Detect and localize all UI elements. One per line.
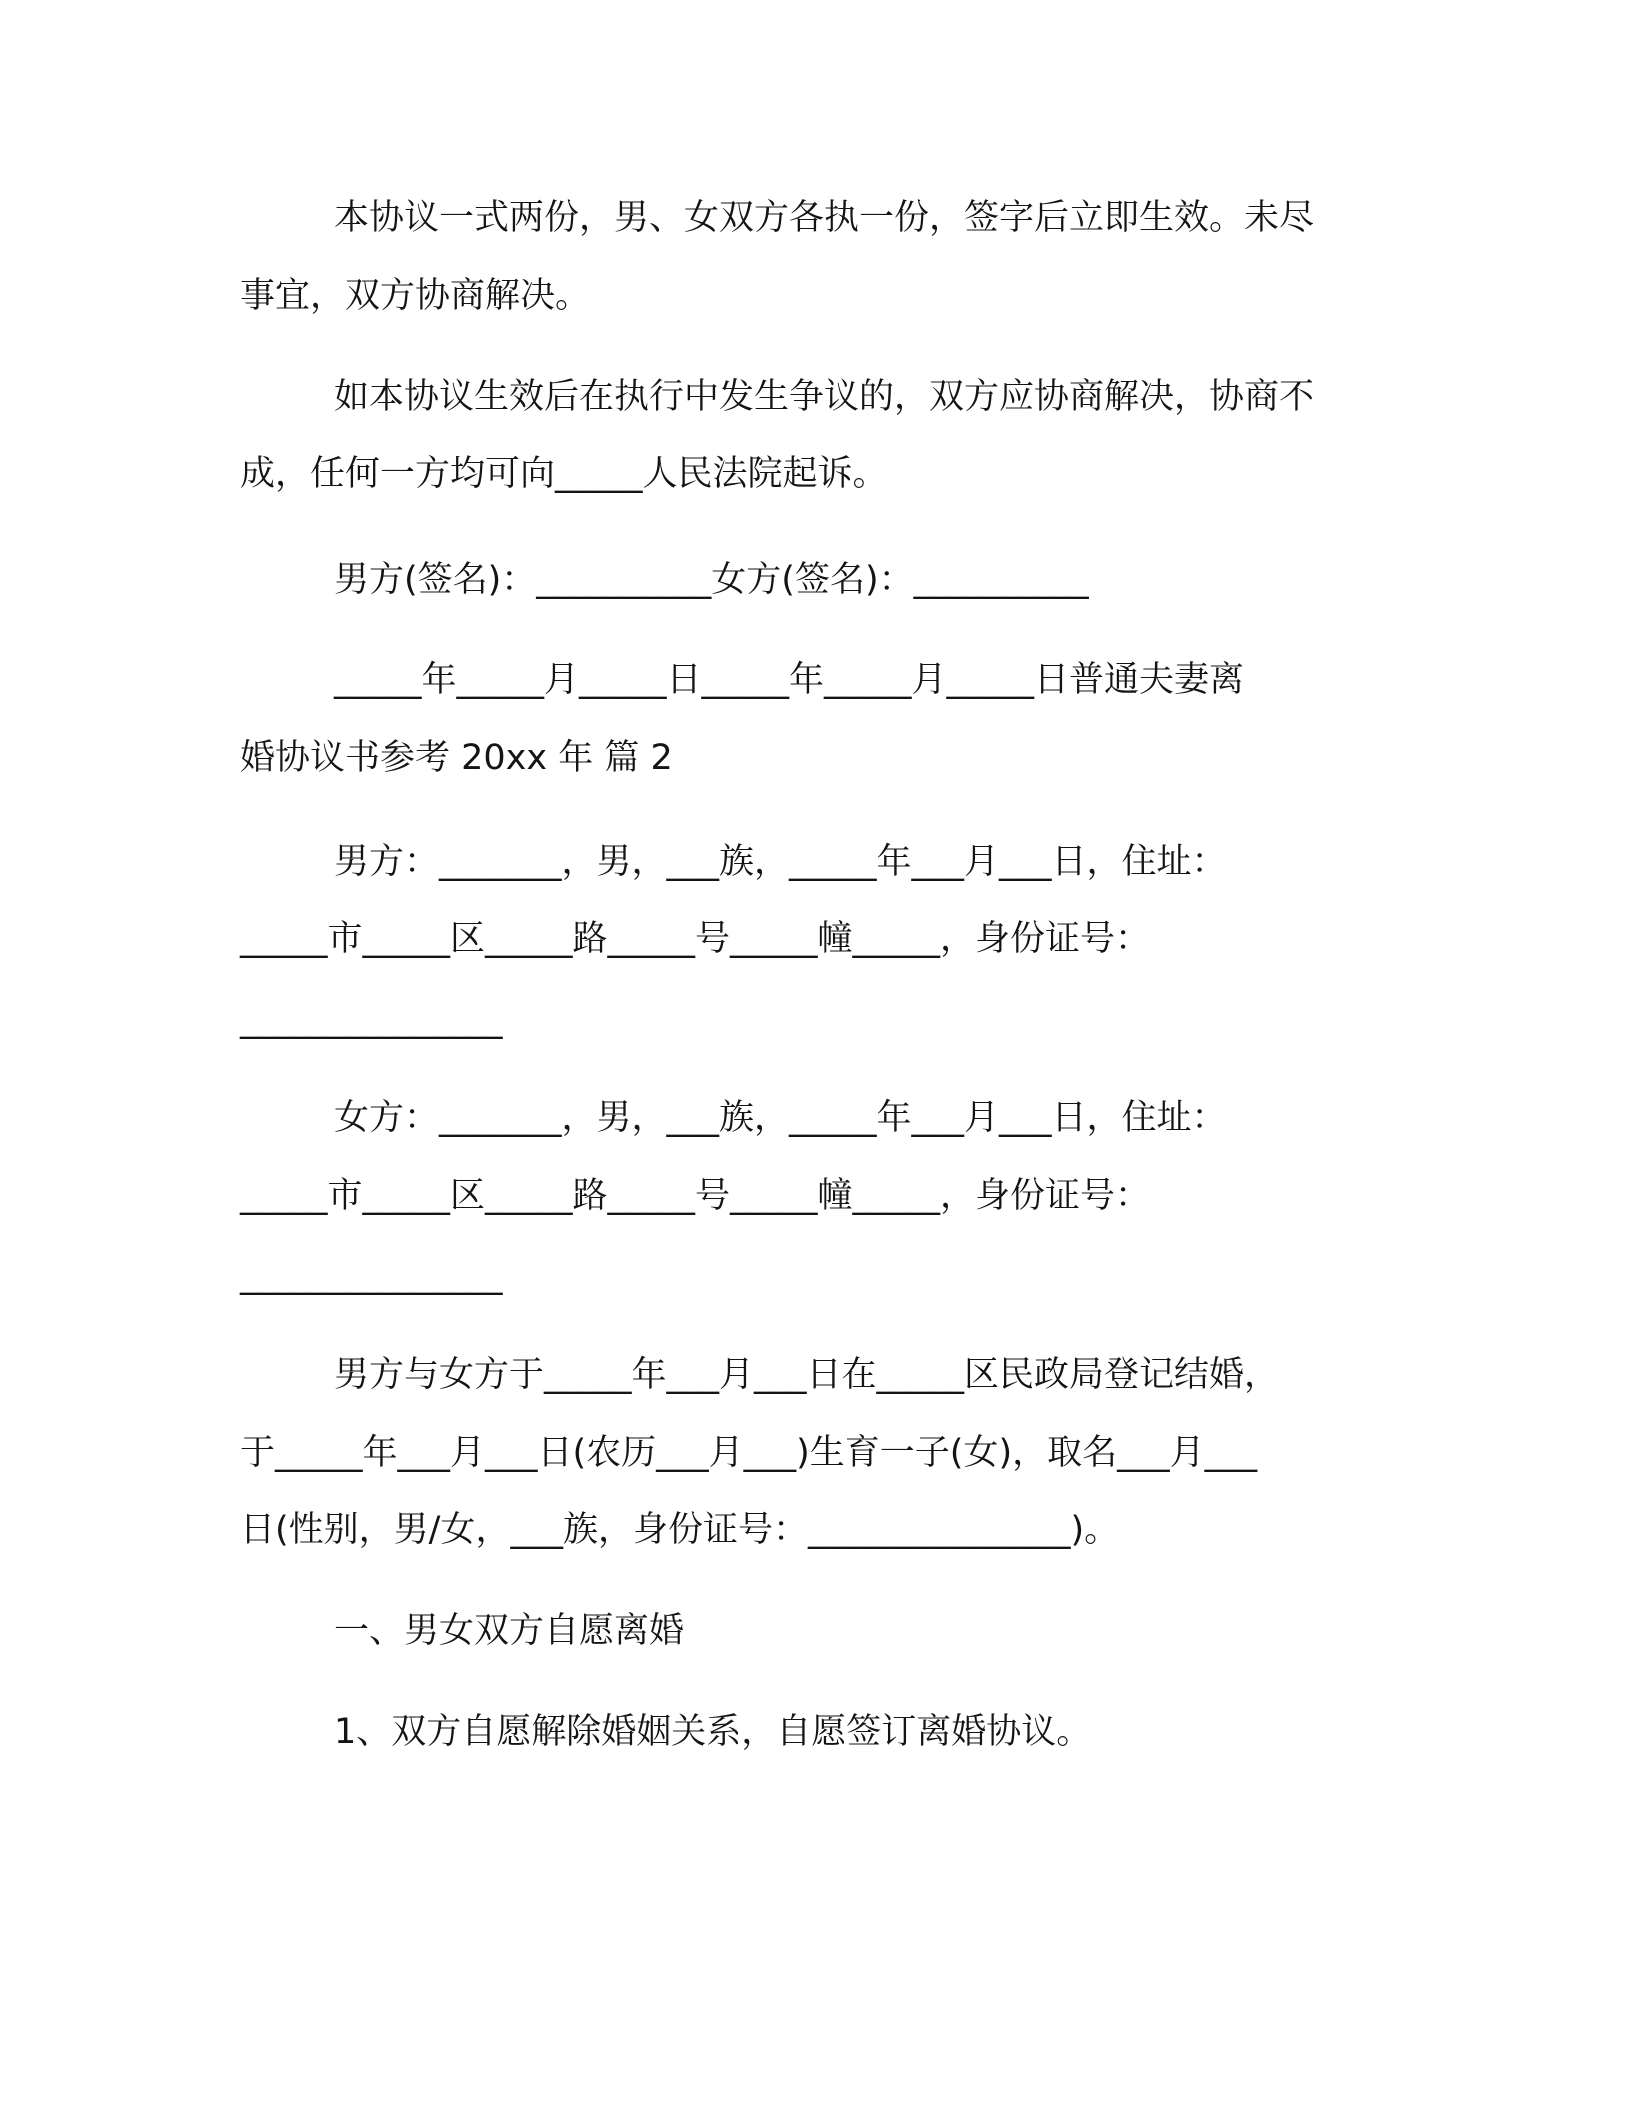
child-details-line: 日(性别，男/女，___族，身份证号：_______________)。 [240,1510,1120,1550]
paragraph-line: 成，任何一方均可向_____人民法院起诉。 [240,454,888,494]
female-address-line: _____市_____区_____路_____号_____幢_____，身份证号： [240,1176,1151,1216]
paragraph-line: 如本协议生效后在执行中发生争议的，双方应协商解决，协商不 [334,377,1315,417]
article-item: 1、双方自愿解除婚姻关系，自愿签订离婚协议。 [334,1712,1092,1752]
male-party-line: 男方：_______，男，___族，_____年___月___日，住址： [334,842,1227,882]
male-address-line: _____市_____区_____路_____号_____幢_____，身份证号： [240,919,1151,959]
date-line: _____年_____月_____日_____年_____月_____日普通夫妻离 [334,660,1245,700]
paragraph-line: 事宜，双方协商解决。 [240,276,591,316]
paragraph-line: 本协议一式两份，男、女双方各执一份，签字后立即生效。未尽 [334,198,1315,238]
marriage-info-line: 男方与女方于_____年___月___日在_____区民政局登记结婚， [334,1355,1280,1395]
section-title: 婚协议书参考 20xx 年 篇 2 [240,738,673,778]
female-id-line: _______________ [240,1256,503,1296]
article-heading: 一、男女双方自愿离婚 [334,1611,685,1651]
female-party-line: 女方：_______，男，___族，_____年___月___日，住址： [334,1098,1227,1138]
male-id-line: _______________ [240,1000,503,1040]
signature-line: 男方(签名)：__________女方(签名)：__________ [334,560,1089,600]
child-info-line: 于_____年___月___日(农历___月___)生育一子(女)，取名___月___ [240,1433,1258,1473]
